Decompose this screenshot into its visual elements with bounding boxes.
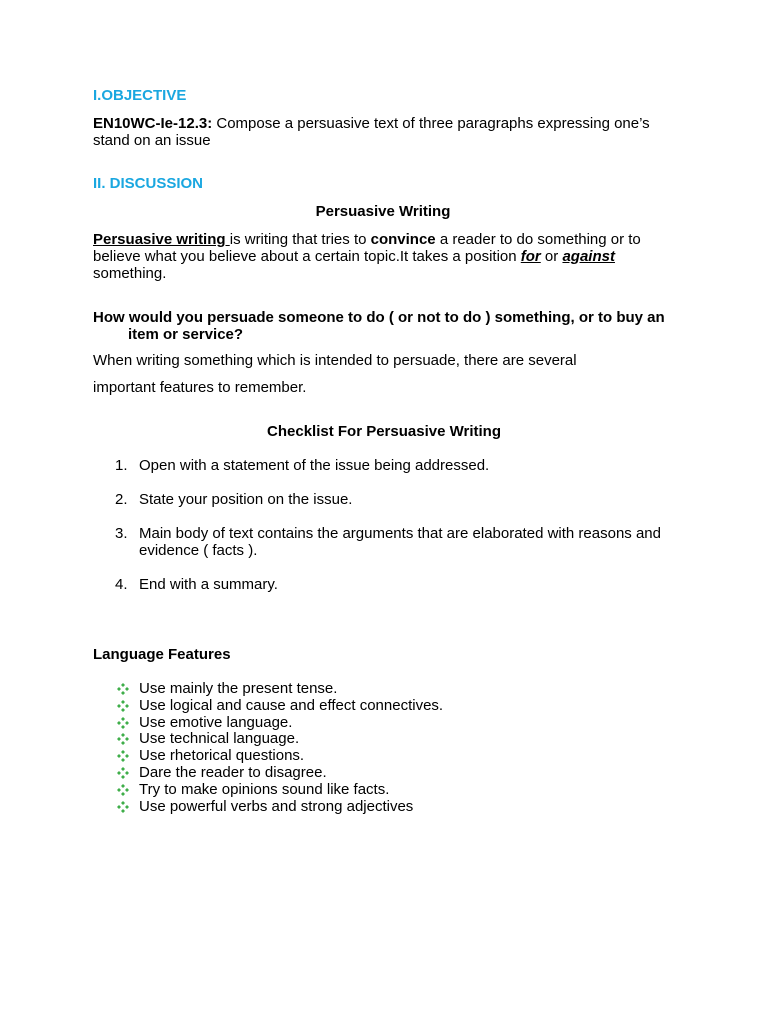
list-item (93, 525, 673, 559)
discussion-title: Persuasive Writing (315, 203, 451, 220)
diamond-bullet-icon (117, 683, 129, 695)
list-item-text: Use technical language. (139, 730, 300, 748)
objective-paragraph (93, 115, 673, 149)
definition-convince: convince (370, 231, 436, 248)
diamond-bullet-icon (117, 717, 129, 729)
intro-paragraph-line-1: When writing something which is intended to persuade, there are several (93, 352, 577, 369)
list-item (93, 680, 673, 697)
definition-for: for (520, 248, 541, 265)
definition-text-2: a reader to do something or to believe what you believe about a certain topic.It takes a position (93, 231, 641, 265)
language-features-list (93, 680, 673, 814)
list-number: 4. (115, 576, 128, 593)
list-item-text: Use powerful verbs and strong adjectives (139, 797, 414, 815)
definition-term: Persuasive writing (93, 231, 230, 248)
language-features-title: Language Features (93, 646, 231, 663)
definition-text-1: is writing that tries to (229, 231, 371, 248)
list-item-text: Dare the reader to disagree. (139, 763, 327, 781)
list-item (93, 576, 673, 593)
list-item (93, 747, 673, 764)
list-item-text: Use mainly the present tense. (139, 680, 338, 697)
diamond-bullet-icon (117, 750, 129, 762)
list-item-text: Use rhetorical questions. (139, 747, 305, 765)
checklist-title: Checklist For Persuasive Writing (267, 423, 501, 440)
list-item (93, 798, 673, 815)
list-item (93, 714, 673, 731)
diamond-bullet-icon (117, 801, 129, 813)
list-item (93, 491, 673, 508)
intro-paragraph-line-2: important features to remember. (93, 379, 307, 396)
list-item-text: Use emotive language. (139, 713, 293, 731)
definition-against: against (562, 248, 615, 265)
question-paragraph: How would you persuade someone to do ( or not to do ) something, or to buy an item or service? (93, 309, 665, 343)
diamond-bullet-icon (117, 784, 129, 796)
list-item-text: Use logical and cause and effect connectives. (139, 696, 444, 714)
list-item-text: Main body of text contains the arguments that are elaborated with reasons and evidence ( facts ). (139, 525, 661, 559)
list-item (93, 697, 673, 714)
definition-paragraph (93, 231, 673, 282)
diamond-bullet-icon (117, 733, 129, 745)
list-number: 1. (115, 457, 128, 474)
list-number: 3. (115, 525, 128, 542)
list-item (93, 457, 673, 474)
list-item (93, 730, 673, 747)
objective-text: Compose a persuasive text of three paragraphs expressing one’s stand on an issue (93, 115, 650, 149)
list-item (93, 764, 673, 781)
list-item-text: State your position on the issue. (139, 491, 353, 508)
diamond-bullet-icon (117, 767, 129, 779)
definition-text-3: something. (93, 265, 167, 282)
discussion-heading: II. DISCUSSION (93, 175, 204, 192)
objective-code: EN10WC-Ie-12.3: (93, 115, 213, 132)
checklist-list (93, 457, 673, 610)
list-number: 2. (115, 491, 128, 508)
diamond-bullet-icon (117, 700, 129, 712)
list-item-text: Open with a statement of the issue being addressed. (139, 457, 490, 474)
objective-heading: I.OBJECTIVE (93, 87, 187, 104)
list-item-text: Try to make opinions sound like facts. (139, 780, 390, 798)
list-item (93, 781, 673, 798)
definition-or: or (540, 248, 563, 265)
list-item-text: End with a summary. (139, 576, 278, 593)
